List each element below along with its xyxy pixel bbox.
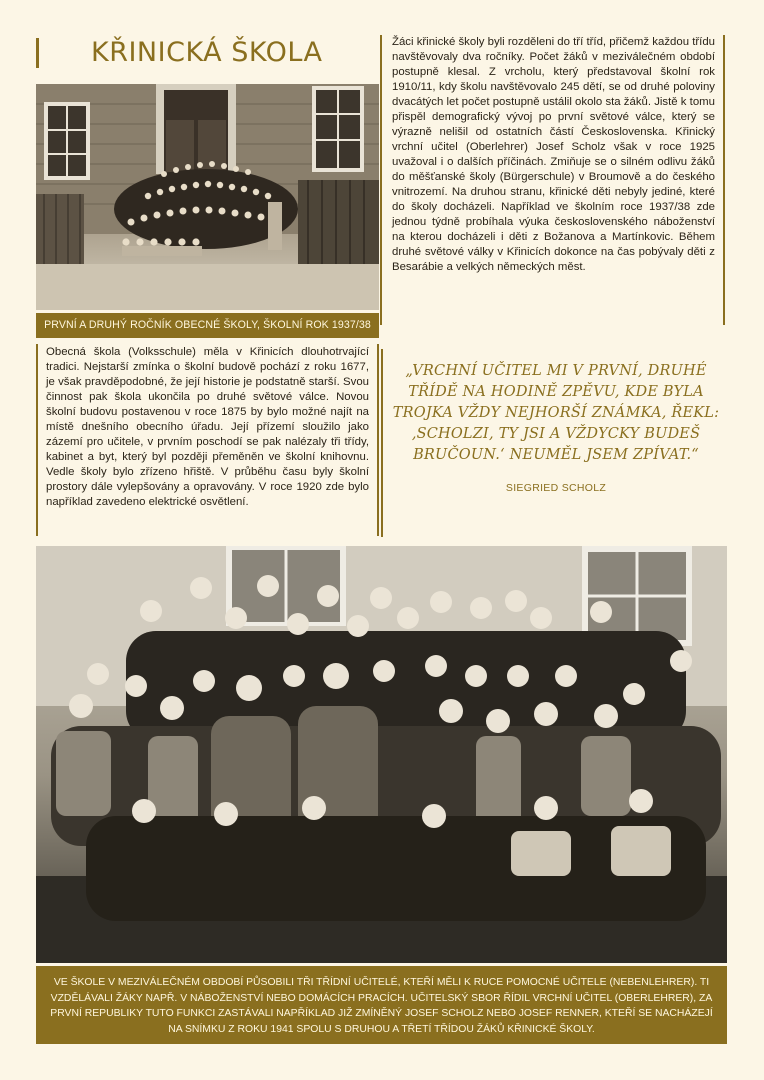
page-title: KŘINICKÁ ŠKOLA (36, 38, 376, 68)
school-photo-1937-caption: PRVNÍ A DRUHÝ ROČNÍK OBECNÉ ŠKOLY, ŠKOLNÍ ROK 1937/38 (36, 313, 379, 338)
class-photo-1941-image (36, 546, 727, 963)
history-paragraph-box (36, 344, 379, 536)
class-photo-1941-caption: VE ŠKOLE V MEZIVÁLEČNÉM OBDOBÍ PŮSOBILI TŘI TŘÍDNÍ UČITELÉ, KTEŘÍ MĚLI K RUCE POMOCNÉ UČITELE (NEBENLEHRER). TI VZDĚLÁVALI ŽÁKY NAPŘ. V NÁBOŽENSTVÍ NEBO DOMÁCÍCH PRACÍCH. UČITELSKÝ SBOR ŘÍDIL VRCHNÍ UČITEL (OBERLEHRER), ZA PRVNÍ REPUBLIKY TUTO FUNKCI ZASTÁVALI NAPŘÍKLAD JIŽ ZMÍNĚNÝ JOSEF SCHOLZ NEBO JOSEF RENNER, KTEŘÍ SE NACHÁZEJÍ NA SNÍMKU Z ROKU 1941 SPOLU S DRUHOU A TŘETÍ TŘÍDOU ŽÁKŮ KŘINICKÉ ŠKOLY. (36, 966, 727, 1044)
quote-author: SIEGRIED SCHOLZ (505, 482, 607, 494)
intro-paragraph: Žáci křinické školy byli rozděleni do tří tříd, přičemž každou třídu navštěvovaly dva ročníky. Počet žáků v meziválečném období postupně klesal. Z vrcholu, který představoval školní rok 1910/11, kdy školu navštěvovalo 245 dětí, se od druhé poloviny dvacátých let počet postupně ustálil okolo sta žáků. Jistě k tomu přispěl demografický vývoj po první světové válce, který se výrazně nelišil od ostatních částí Československa. Křinický vrchní učitel (Oberlehrer) Josef Scholz však v roce 1925 uvažoval i o dalších příčinách. Zmiňuje se o silném odlivu žáků do měšťanské školy (Bürgerschule) v Broumově a do českého vnitrozemí. Na druhou stranu, křinické děti nebyly jediné, které do školy docházeli. Například ve školním roce 1937/38 zde jednou týdně probíhala výuka československého náboženství na kterou docházeli i děti z Božanova a Martínkovic. Během druhé světové války v Křinicích dokonce na čas pobývaly děti z Besarábie a velkých německých měst. (392, 36, 715, 273)
quote-box (381, 349, 727, 537)
class-photo-1941 (36, 546, 727, 963)
intro-paragraph-box (380, 35, 725, 325)
school-photo-1937-image (36, 84, 379, 310)
history-paragraph: Obecná škola (Volksschule) měla v Křinicích dlouhotrvající tradici. Nejstarší zmínka o školní budově pochází z roku 1677, je však pravděpodobné, že její historie je podstatně starší. Svou činnost pak škola ukončila po druhé světové válce. Novou školní budovu postavenou v roce 1875 by bylo možné najít na místě dnešního obecního úřadu. Její přízemí sloužilo jako zázemí pro učitele, v prvním poschodí se pak nalézaly tři třídy, kabinet a byt, který byl později přeměněn ve školní knihovnu. Vedle školy bylo zřízeno hřiště. V průběhu času byly školní prostory dále vylepšovány a opravovány. V roce 1920 zde bylo například zavedeno elektrické osvětlení. (46, 346, 369, 508)
quote-text: „VRCHNÍ UČITEL MI V PRVNÍ, DRUHÉ TŘÍDĚ NA HODINĚ ZPĚVU, KDE BYLA TROJKA VŽDY NEJHORŠÍ ZNÁMKA, ŘEKL: ‚SCHOLZI, TY JSI A VŽDYCKY BUDEŠ BRUČOUN.‘ NEUMĚL JSEM ZPÍVAT.“ (392, 363, 720, 463)
school-photo-1937 (36, 84, 379, 310)
